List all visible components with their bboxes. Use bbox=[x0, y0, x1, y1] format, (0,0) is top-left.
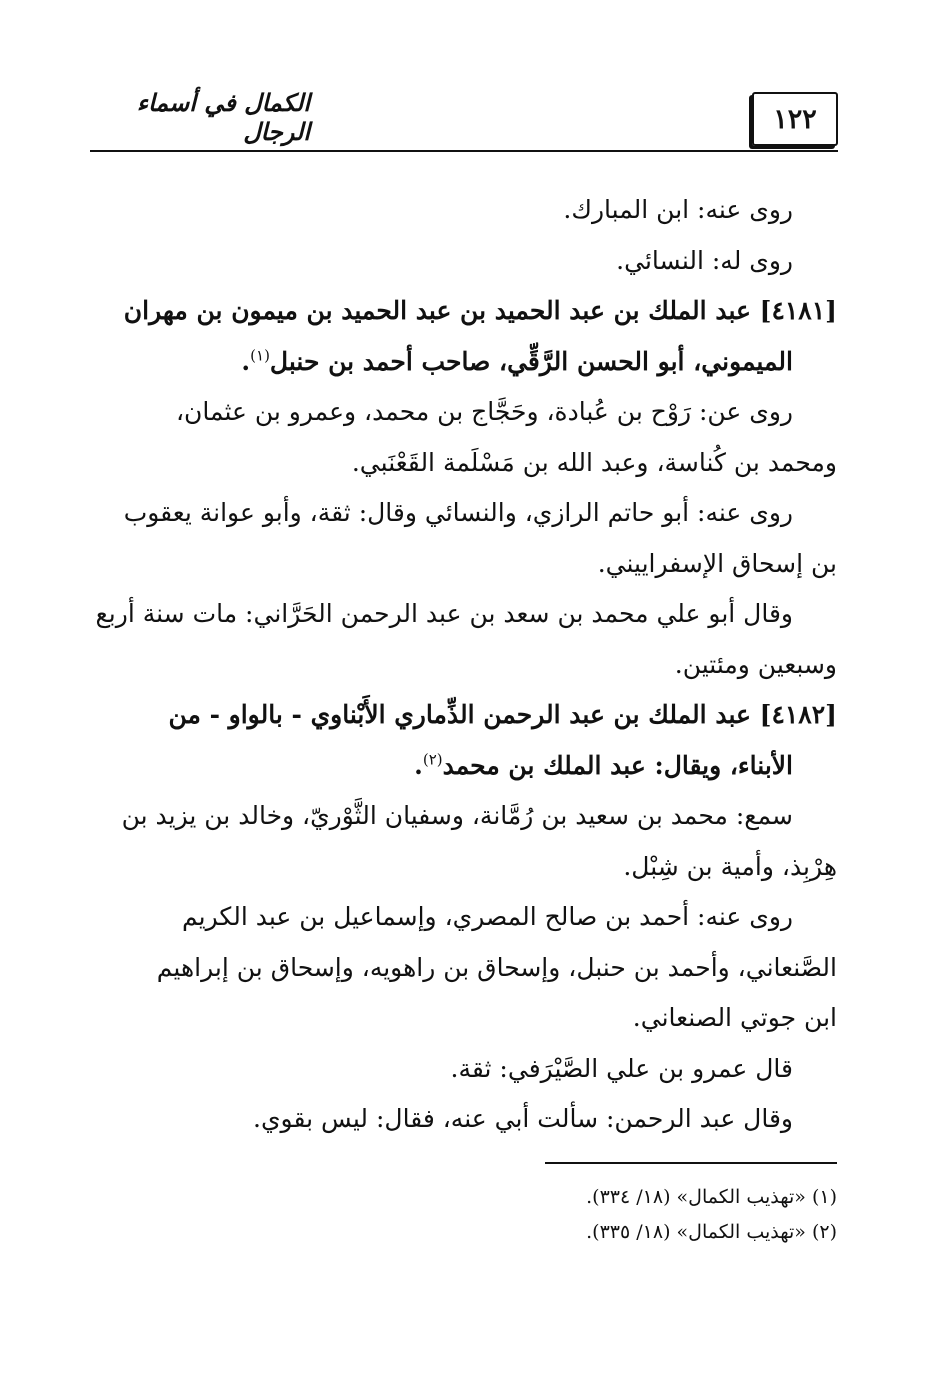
footnote-ref-2: (٢) bbox=[422, 750, 443, 769]
text-line: روى عنه: أبو حاتم الرازي، والنسائي وقال: ثقة، وأبو عوانة يعقوب bbox=[123, 498, 793, 527]
entry-heading-4181-cont bbox=[92, 337, 837, 388]
text-line: ابن جوتي الصنعاني. bbox=[632, 1003, 837, 1032]
text-line: وقال عبد الرحمن: سألت أبي عنه، فقال: ليس بقوي. bbox=[253, 1104, 793, 1133]
text-line: سمع: محمد بن سعيد بن رُمَّانة، وسفيان الثَّوْريّ، وخالد بن يزيد بن bbox=[121, 801, 793, 830]
entry-heading-4182: [٤١٨٢] عبد الملك بن عبد الرحمن الذِّماري الأَبْناوي - بالواو - من bbox=[168, 700, 837, 729]
text-line: بن إسحاق الإسفراييني. bbox=[597, 548, 837, 578]
text-line: قال عمرو بن علي الصَّيْرَفي: ثقة. bbox=[450, 1053, 793, 1083]
entry-heading-text: الميموني، أبو الحسن الرَّقِّي، صاحب أحمد بن حنبل bbox=[269, 346, 793, 376]
running-title: الكمال في أسماء الرجال bbox=[136, 88, 310, 146]
text-line: روى عن: رَوْح بن عُبادة، وحَجَّاج بن محمد، وعمرو بن عثمان، bbox=[175, 397, 793, 426]
page-header bbox=[90, 88, 838, 152]
text-line: وسبعين ومئتين. bbox=[674, 649, 837, 679]
text-line: روى له: النسائي. bbox=[616, 245, 793, 275]
heading-period: . bbox=[414, 750, 423, 780]
text-line: روى عنه: أحمد بن صالح المصري، وإسماعيل بن عبد الكريم bbox=[182, 902, 793, 931]
footnote-1: (١) «تهذيب الكمال» (١٨/ ٣٣٤). bbox=[586, 1186, 837, 1208]
text-line: روى عنه: ابن المبارك. bbox=[563, 195, 793, 224]
text-line: وقال أبو علي محمد بن سعد بن عبد الرحمن الحَرَّاني: مات سنة أربع bbox=[95, 599, 793, 628]
page-number: ١٢٢ bbox=[752, 92, 838, 146]
footnote-ref-1: (١) bbox=[250, 346, 270, 365]
footnote-2: (٢) «تهذيب الكمال» (١٨/ ٣٣٥). bbox=[586, 1221, 837, 1243]
entry-heading-4182-cont bbox=[92, 741, 837, 792]
footnote-separator bbox=[545, 1162, 837, 1164]
text-line: هِرْبِذ، وأمية بن شِبْل. bbox=[623, 851, 837, 881]
footnotes bbox=[92, 1180, 837, 1250]
heading-period: . bbox=[241, 346, 251, 376]
header-rule bbox=[90, 150, 838, 152]
text-line: ومحمد بن كُناسة، وعبد الله بن مَسْلَمة القَعْنَبي. bbox=[351, 447, 837, 477]
main-text bbox=[92, 185, 837, 1145]
entry-heading-4181: [٤١٨١] عبد الملك بن عبد الحميد بن عبد الحميد بن ميمون بن مهران bbox=[123, 296, 837, 325]
entry-heading-text: الأبناء، ويقال: عبد الملك بن محمد bbox=[442, 750, 793, 780]
text-line: الصَّنعاني، وأحمد بن حنبل، وإسحاق بن راهويه، وإسحاق بن إبراهيم bbox=[156, 952, 837, 982]
